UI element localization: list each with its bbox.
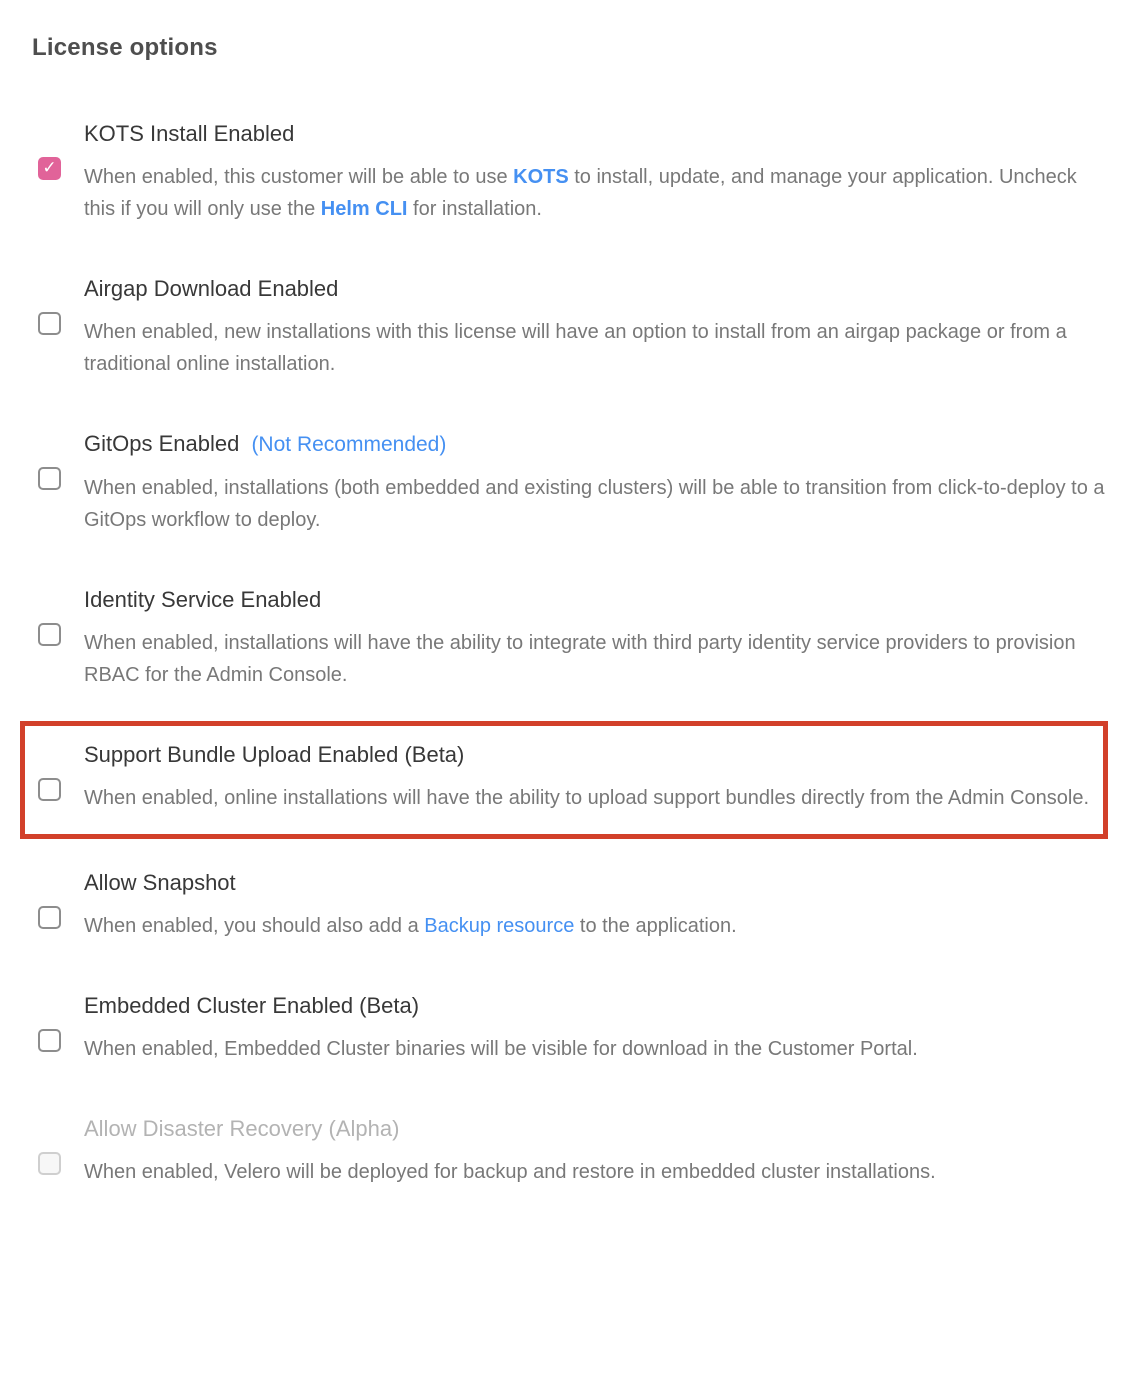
checkbox-column xyxy=(38,586,84,646)
option-row-support-bundle-upload-enabled xyxy=(20,721,1108,839)
options-list xyxy=(20,120,1122,1188)
option-title xyxy=(84,992,1105,1020)
option-description xyxy=(84,910,1105,942)
description-text: When enabled, Embedded Cluster binaries will be visible for download in the Customer Portal. xyxy=(84,1038,918,1060)
option-content xyxy=(84,430,1105,536)
option-description xyxy=(84,161,1105,225)
checkbox-column xyxy=(38,992,84,1052)
option-title-text: GitOps Enabled xyxy=(84,431,240,456)
support-bundle-upload-enabled-checkbox[interactable] xyxy=(38,778,61,801)
option-title-text: Allow Disaster Recovery (Alpha) xyxy=(84,1116,400,1141)
option-title xyxy=(84,869,1105,897)
option-title xyxy=(84,741,1103,769)
option-content xyxy=(84,275,1105,380)
checkbox-column xyxy=(38,430,84,490)
description-text: When enabled, installations will have the ability to integrate with third party identity service providers to provision RBAC for the Admin Console. xyxy=(84,632,1076,686)
checkbox-column xyxy=(38,869,84,929)
description-text: When enabled, installations (both embedded and existing clusters) will be able to transition from click-to-deploy to a GitOps workflow to deploy. xyxy=(84,477,1105,531)
option-title-text: Support Bundle Upload Enabled (Beta) xyxy=(84,742,465,767)
option-title xyxy=(84,586,1105,614)
description-text: When enabled, online installations will have the ability to upload support bundles directly from the Admin Console. xyxy=(84,787,1090,809)
option-title-text: Identity Service Enabled xyxy=(84,587,322,612)
option-title xyxy=(84,430,1105,459)
option-title-text: KOTS Install Enabled xyxy=(84,121,295,146)
option-description xyxy=(84,316,1105,380)
option-row-identity-service-enabled xyxy=(20,586,1122,691)
option-title-text: Airgap Download Enabled xyxy=(84,276,339,301)
option-description xyxy=(84,782,1103,814)
option-row-allow-disaster-recovery xyxy=(20,1115,1122,1188)
option-title xyxy=(84,275,1105,303)
embedded-cluster-enabled-checkbox[interactable] xyxy=(38,1029,61,1052)
option-content xyxy=(84,992,1105,1065)
option-content xyxy=(84,1115,1105,1188)
checkbox-column xyxy=(38,1115,84,1175)
description-text: to the application. xyxy=(574,915,737,937)
airgap-download-enabled-checkbox[interactable] xyxy=(38,312,61,335)
option-row-airgap-download-enabled xyxy=(20,275,1122,380)
option-row-embedded-cluster-enabled xyxy=(20,992,1122,1065)
option-row-allow-snapshot xyxy=(20,869,1122,942)
checkbox-column xyxy=(38,741,84,801)
description-link[interactable]: Backup resource xyxy=(424,915,575,937)
kots-install-enabled-checkbox[interactable] xyxy=(38,157,61,180)
option-content xyxy=(84,586,1105,691)
checkbox-column xyxy=(38,120,84,180)
checkbox-column xyxy=(38,275,84,335)
option-title-text: Embedded Cluster Enabled (Beta) xyxy=(84,993,420,1018)
allow-disaster-recovery-checkbox xyxy=(38,1152,61,1175)
option-description xyxy=(84,1033,1105,1065)
description-text: When enabled, Velero will be deployed for backup and restore in embedded cluster installations. xyxy=(84,1161,936,1183)
option-description xyxy=(84,1156,1105,1188)
option-title xyxy=(84,1115,1105,1143)
option-title-text: Allow Snapshot xyxy=(84,870,236,895)
description-link[interactable]: KOTS xyxy=(513,166,569,188)
identity-service-enabled-checkbox[interactable] xyxy=(38,623,61,646)
description-text: When enabled, this customer will be able to use xyxy=(84,166,514,188)
description-text: for installation. xyxy=(407,198,542,220)
option-title-suffix: (Not Recommended) xyxy=(251,433,447,456)
option-description xyxy=(84,472,1105,536)
allow-snapshot-checkbox[interactable] xyxy=(38,906,61,929)
option-row-gitops-enabled xyxy=(20,430,1122,536)
gitops-enabled-checkbox[interactable] xyxy=(38,467,61,490)
option-row-kots-install-enabled xyxy=(20,120,1122,225)
page-title: License options xyxy=(32,34,218,61)
checkmark-icon: ✓ xyxy=(42,158,57,177)
option-title xyxy=(84,120,1105,148)
option-content xyxy=(84,869,1105,942)
option-content xyxy=(84,741,1103,814)
option-description xyxy=(84,627,1105,691)
description-text: When enabled, new installations with this license will have an option to install from an airgap package or from a traditional online installation. xyxy=(84,321,1067,375)
description-text: to install, update, and manage your application. Uncheck this if you will only use the xyxy=(84,166,1077,220)
description-text: When enabled, you should also add a xyxy=(84,915,425,937)
description-link[interactable]: Helm CLI xyxy=(320,198,408,220)
option-content xyxy=(84,120,1105,225)
